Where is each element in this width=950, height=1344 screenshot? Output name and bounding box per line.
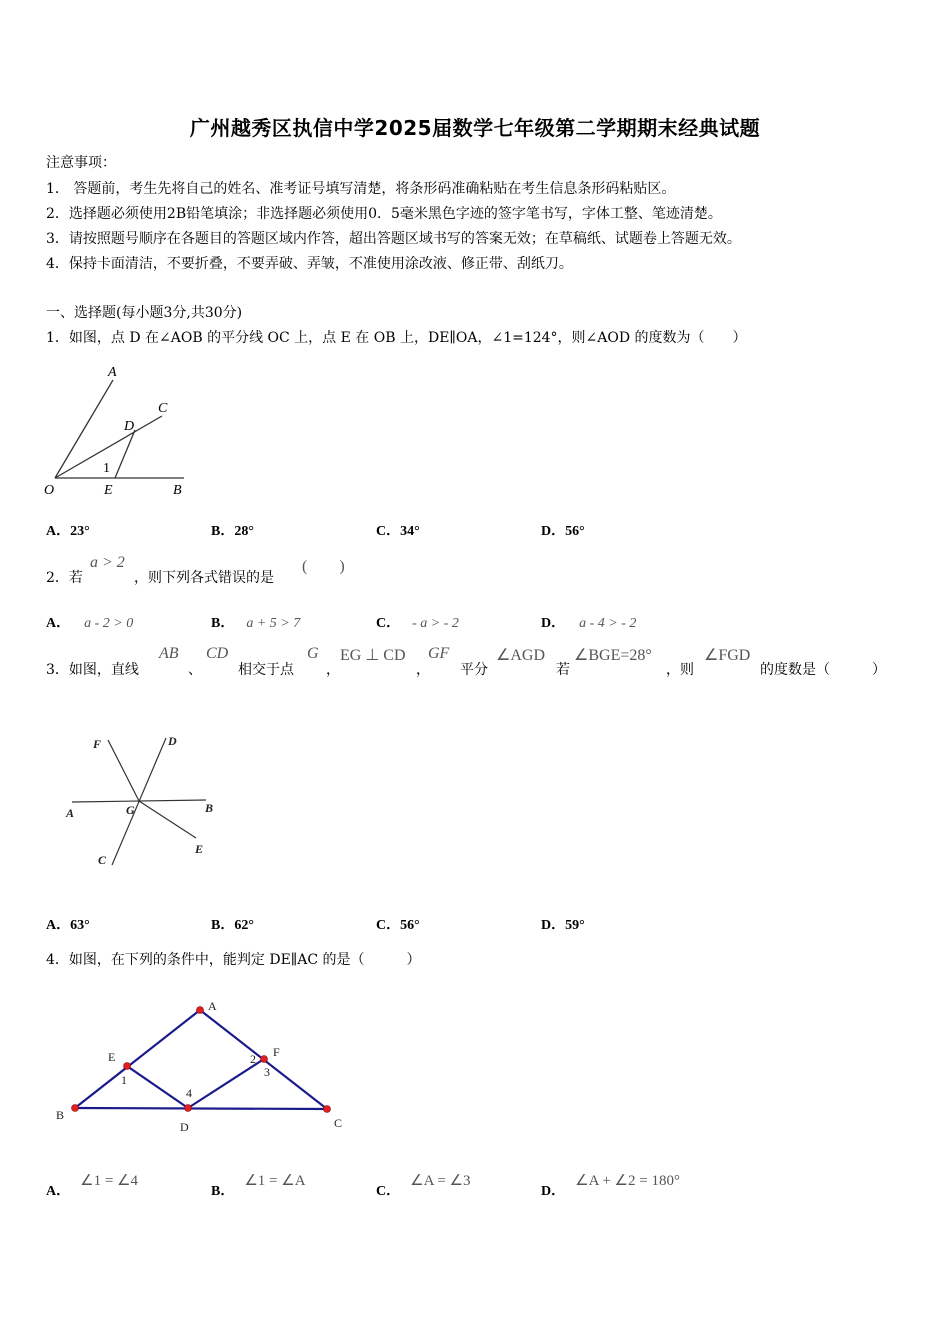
- label-C: C: [98, 853, 107, 867]
- question-3-angle-AGD: ∠AGD: [496, 647, 546, 664]
- ray-GE: [139, 801, 196, 838]
- question-3-part9: 的度数是（ ）: [760, 662, 886, 678]
- label-A: A: [108, 365, 117, 380]
- question-3-CD: CD: [206, 645, 229, 662]
- q3-option-c[interactable]: C．56°: [376, 918, 420, 933]
- question-3-part7: 若: [556, 662, 570, 678]
- q4-option-c[interactable]: C．∠A = ∠3: [376, 1173, 471, 1199]
- point-C: [324, 1106, 331, 1113]
- q1-option-b[interactable]: B．28°: [211, 524, 254, 539]
- question-3-part8: ，则: [666, 662, 694, 678]
- notice-item-3: 3．请按照题号顺序在各题目的答题区域内作答，超出答题区域书写的答案无效；在草稿纸、试题卷上答题无效。: [46, 231, 741, 247]
- side-BA: [75, 1010, 200, 1108]
- label-D: D: [124, 419, 135, 434]
- ray-GF: [108, 740, 139, 801]
- label-G: G: [126, 803, 135, 817]
- question-3-angle-BGE: ∠BGE=28°: [574, 647, 652, 664]
- notice-item-4: 4．保持卡面清洁，不要折叠，不要弄破、弄皱，不准使用涂改液、修正带、刮纸刀。: [46, 256, 573, 272]
- question-2-paren: ( ): [302, 558, 345, 575]
- q1-option-c[interactable]: C．34°: [376, 524, 420, 539]
- segment-DF: [188, 1059, 264, 1108]
- q2-option-d[interactable]: D． a - 4 > - 2: [541, 616, 637, 631]
- label-O: O: [44, 483, 55, 498]
- label-2: 2: [250, 1052, 256, 1066]
- q2-option-b[interactable]: B． a + 5 > 7: [211, 616, 301, 631]
- label-A: A: [66, 806, 75, 820]
- label-C: C: [158, 401, 168, 416]
- label-E: E: [195, 842, 204, 856]
- label-F: F: [93, 737, 102, 751]
- question-3-GF: GF: [428, 645, 450, 662]
- point-E: [124, 1063, 131, 1070]
- question-1-figure: [40, 360, 200, 500]
- question-4-figure: [50, 995, 360, 1140]
- label-D: D: [180, 1120, 189, 1134]
- q3-option-a[interactable]: A．63°: [46, 918, 90, 933]
- question-3-part6: 平分: [460, 662, 488, 678]
- q2-option-c[interactable]: C． - a > - 2: [376, 616, 459, 631]
- label-F: F: [273, 1045, 280, 1059]
- question-3-part5: ，: [416, 662, 430, 678]
- q1-option-d[interactable]: D．56°: [541, 524, 585, 539]
- page-title: 广州越秀区执信中学2025届数学七年级第二学期期末经典试题: [189, 116, 761, 140]
- question-2-stem-num: 2．若: [46, 570, 83, 586]
- point-D: [185, 1105, 192, 1112]
- question-3-G: G: [307, 645, 319, 662]
- label-D: D: [168, 734, 177, 748]
- point-A: [197, 1007, 204, 1014]
- label-E: E: [104, 483, 113, 498]
- label-B: B: [56, 1108, 65, 1122]
- q3-option-d[interactable]: D．59°: [541, 918, 585, 933]
- question-3-AB: AB: [159, 645, 179, 662]
- label-1: 1: [103, 461, 110, 476]
- label-C: C: [334, 1116, 343, 1130]
- label-B: B: [205, 801, 214, 815]
- q1-option-a[interactable]: A．23°: [46, 524, 90, 539]
- question-3-part1: 3．如图，直线: [46, 662, 139, 678]
- question-3-figure: [60, 728, 230, 873]
- segment-ED: [127, 1066, 188, 1108]
- notice-heading: 注意事项：: [46, 155, 116, 171]
- question-2-condition: a > 2: [90, 554, 125, 571]
- q2-option-a[interactable]: A． a - 2 > 0: [46, 616, 134, 631]
- question-3-angle-FGD: ∠FGD: [704, 647, 751, 664]
- question-3-part3: 相交于点: [238, 662, 294, 678]
- question-4-stem: 4．如图，在下列的条件中，能判定 DE∥AC 的是（ ）: [46, 952, 421, 968]
- q4-option-d[interactable]: D．∠A + ∠2 = 180°: [541, 1173, 680, 1199]
- question-3-part2: 、: [188, 662, 202, 678]
- question-2-stem-rest: ，则下列各式错误的是: [134, 570, 274, 586]
- notice-item-2: 2．选择题必须使用2B铅笔填涂；非选择题必须使用0．5毫米黑色字迹的签字笔书写，字体工整、笔迹清楚。: [46, 206, 722, 222]
- point-B: [72, 1105, 79, 1112]
- question-1-stem: 1．如图，点 D 在∠AOB 的平分线 OC 上，点 E 在 OB 上，DE∥OA，∠1=124°，则∠AOD 的度数为（ ）: [46, 330, 747, 346]
- point-F: [261, 1056, 268, 1063]
- q4-option-b[interactable]: B．∠1 = ∠A: [211, 1173, 306, 1199]
- q3-option-b[interactable]: B．62°: [211, 918, 254, 933]
- notice-item-1: 1． 答题前，考生先将自己的姓名、准考证号填写清楚，将条形码准确粘贴在考生信息条形码粘贴区。: [46, 181, 676, 197]
- label-A: A: [208, 999, 217, 1013]
- q4-option-a[interactable]: A．∠1 = ∠4: [46, 1173, 138, 1199]
- question-3-EG-perp-CD: EG ⊥ CD: [340, 647, 406, 664]
- side-BC: [75, 1108, 327, 1109]
- label-4: 4: [186, 1086, 192, 1100]
- label-1: 1: [121, 1073, 127, 1087]
- section-heading: 一、选择题(每小题3分,共30分): [46, 305, 243, 321]
- label-E: E: [108, 1050, 116, 1064]
- question-3-part4: ，: [326, 662, 340, 678]
- label-B: B: [173, 483, 182, 498]
- label-3: 3: [264, 1065, 270, 1079]
